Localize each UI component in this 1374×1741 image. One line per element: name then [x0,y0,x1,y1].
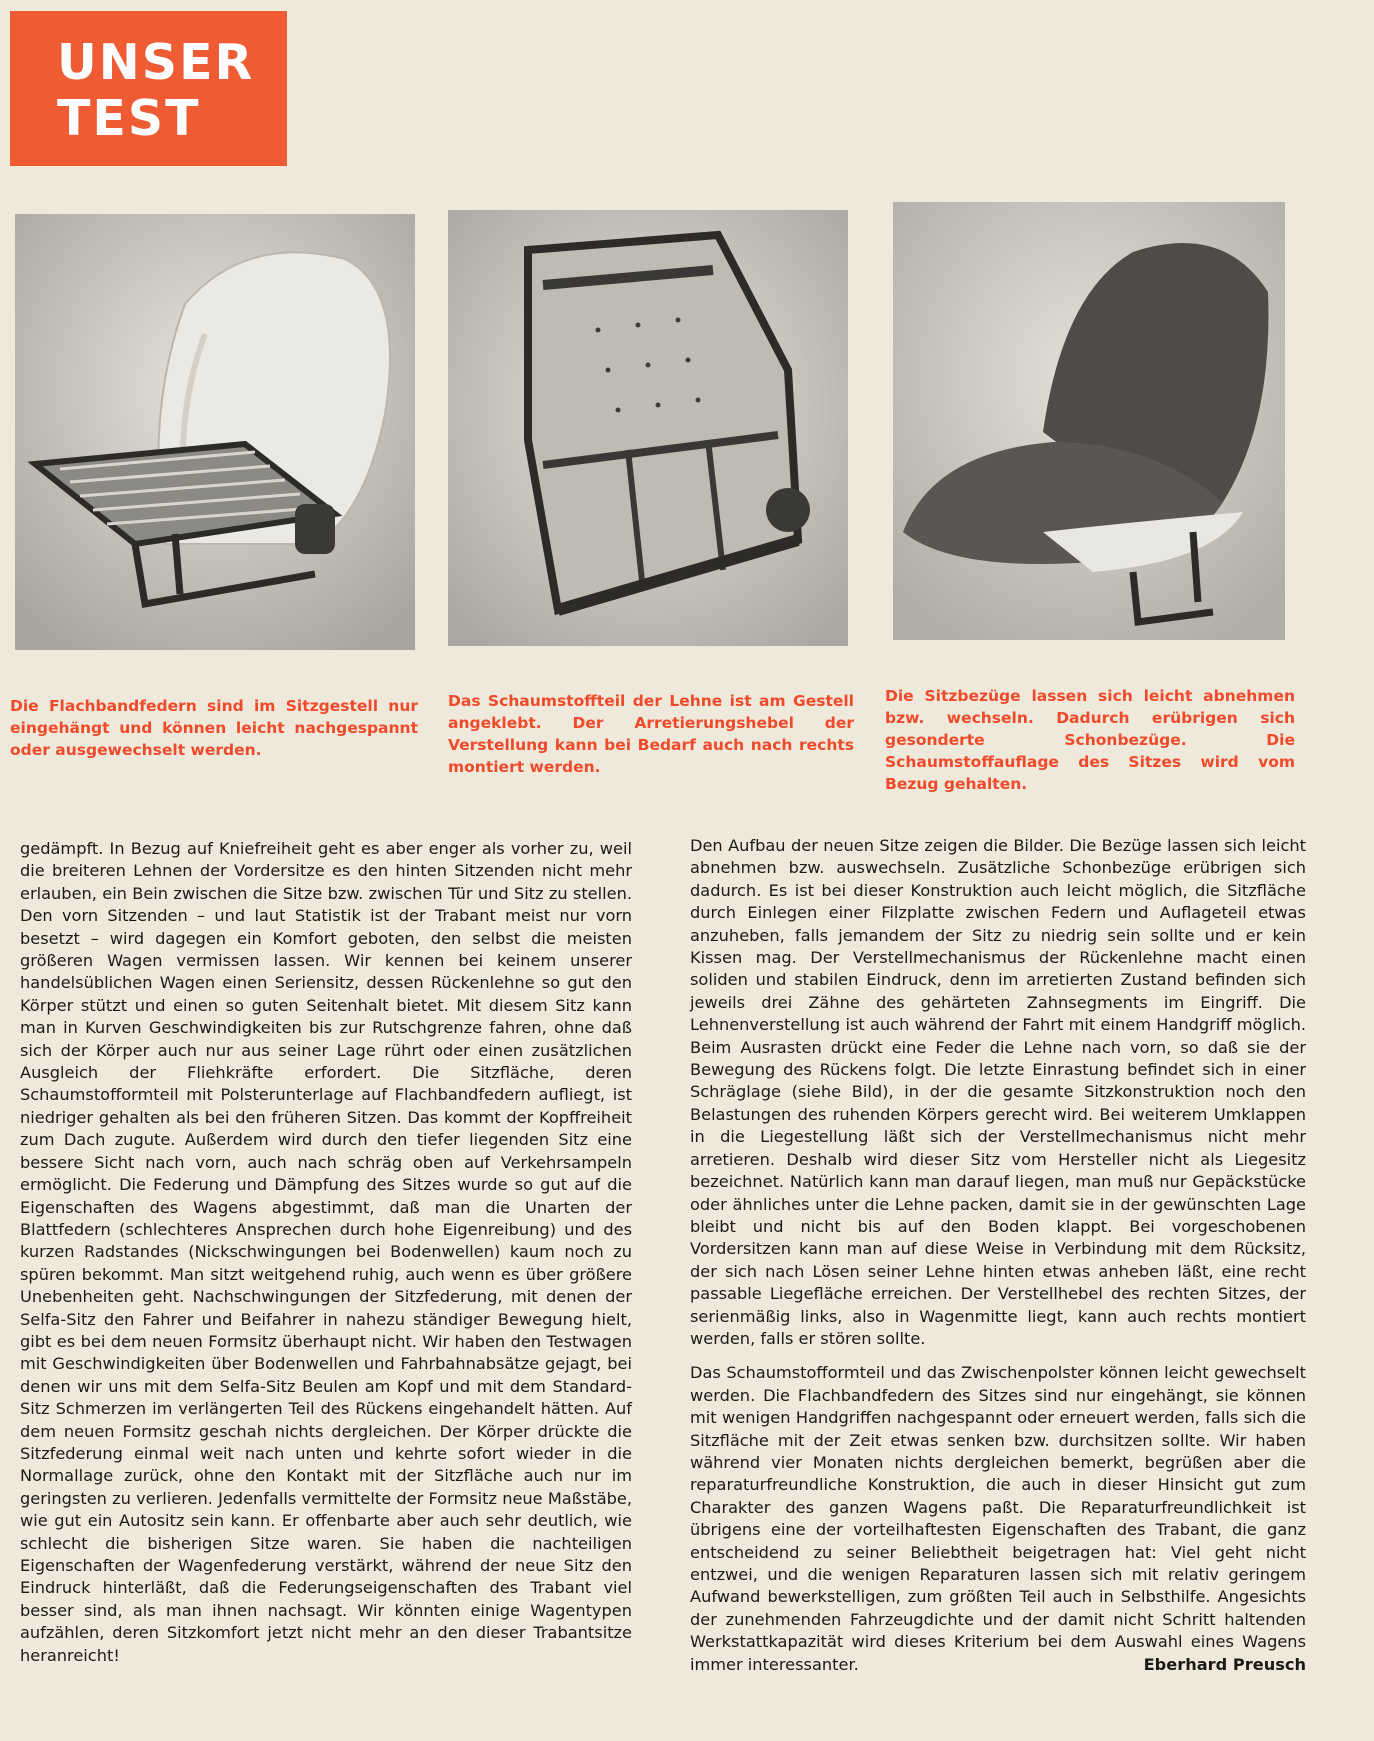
article-paragraph: Den Aufbau der neuen Sitze zeigen die Bilder. Die Bezüge lassen sich leicht abnehmen bzw. auswechseln. Zusätzliche Schonbezüge erübrigen sich dadurch. Es ist bei dieser Konstruktion auch leicht möglich, die Sitzfläche durch Einlegen einer Filzplatte zwischen Federn und Auflageteil etwas anzuheben, falls jemandem der Sitz zu niedrig sein sollte und er kein Kissen mag. Der Verstellmechanismus der Rückenlehne macht einen soliden und stabilen Eindruck, denn im arretierten Zustand befinden sich jeweils drei Zähne des gehärteten Zahnsegments im Eingriff. Die Lehnenverstellung ist auch während der Fahrt mit einem Handgriff möglich. Beim Ausrasten drückt eine Feder die Lehne nach vorn, so daß sie der Bewegung des Rückens folgt. Die letzte Einrastung befindet sich in einer Schräglage (siehe Bild), in der die gesamte Sitzkonstruktion noch den Belastungen des ruhenden Körpers gerecht wird. Bei weiterem Umklappen in die Liegestellung läßt sich der Verstellmechanismus nicht mehr arretieren. Deshalb wird dieser Sitz vom Hersteller nicht als Liegesitz bezeichnet. Natürlich kann man darauf liegen, man muß nur Gepäckstücke oder ähnliches unter die Lehne packen, damit sie in der gewünschten Lage bleibt und nicht bis auf den Boden klappt. Bei vorgeschobenen Vordersitzen kann man auf diese Weise in Verbindung mit dem Rücksitz, der sich nach Lösen seiner Lehne hinten etwas anheben läßt, eine recht passable Liegefläche erreichen. Der Verstellhebel des rechten Sitzes, der serienmäßig links, also in Wagenmitte liegt, kann auch rechts montiert werden, falls er stören sollte. [690,836,1306,1348]
article-column-left [20,838,632,1667]
photo-seat-springs [15,214,415,650]
article-paragraph: gedämpft. In Bezug auf Kniefreiheit geht es aber enger als vorher zu, weil die breiteren Lehnen der Vordersitze es den hinten Sitzenden nicht mehr erlauben, ein Bein zwischen die Sitze bzw. zwischen Tür und Sitz zu stellen. Den vorn Sitzenden – und laut Statistik ist der Trabant meist nur vorn besetzt – wird dagegen ein Komfort geboten, den selbst die meisten größeren Wagen vermissen lassen. Wir kennen bei keinem unserer handelsüblichen Wagen einen Seriensitz, dessen Rückenlehne so gut den Körper stützt und einen so guten Seitenhalt bietet. Mit diesem Sitz kann man in Kurven Geschwindigkeiten bis zur Rutschgrenze fahren, ohne daß sich der Körper auch nur aus seiner Lage rührt oder einen zusätzlichen Ausgleich der Fliehkräfte erfordert. Die Sitzfläche, deren Schaumstofformteil mit Polsterunterlage auf Flachbandfedern aufliegt, ist niedriger gehalten als bei den früheren Sitzen. Das kommt der Kopffreiheit zum Dach zugute. Außerdem wird durch den tiefer liegenden Sitz eine bessere Sicht nach vorn, auch nach schräg oben auf Verkehrsampeln ermöglicht. Die Federung und Dämpfung des Sitzes wurde so gut auf die Eigenschaften des Wagens abgestimmt, daß man die Unarten der Blattfedern (schlechteres Ansprechen durch hohe Eigenreibung) und des kurzen Radstandes (Nickschwingungen bei Bodenwellen) kaum noch zu spüren bekommt. Man sitzt weitgehend ruhig, auch wenn es über größere Unebenheiten geht. Nachschwingungen der Sitzfederung, mit denen der Selfa-Sitz den Fahrer und Beifahrer in nahezu ständiger Bewegung hielt, gibt es bei dem neuen Formsitz überhaupt nicht. Wir haben den Testwagen mit Geschwindigkeiten über Bodenwellen und Fahrbahnabsätze gejagt, bei denen wir uns mit dem Selfa-Sitz Beulen am Kopf und mit dem Standard-Sitz Schmerzen im verlängerten Teil des Rückens eingehandelt hätten. Auf dem neuen Formsitz geschah nichts dergleichen. Der Körper drückte die Sitzfederung einmal weit nach unten und kehrte sofort wieder in die Normallage zurück, ohne den Kontakt mit der Sitzfläche auch nur im geringsten zu verlieren. Jedenfalls vermittelte der Formsitz neue Maßstäbe, wie gut ein Autositz sein kann. Er offenbarte aber auch sehr deutlich, wie schlecht die bisherigen Sitze waren. Sie haben die nachteiligen Eigenschaften der Wagenfederung verstärkt, während der neue Sitz den Eindruck hinterläßt, daß die Federungseigenschaften des Trabant viel besser sind, als man ihnen nachsagt. Wir könnten einige Wagentypen aufzählen, deren Sitzkomfort jetzt nicht mehr an den dieser Trabantsitze heranreicht! [20,839,632,1665]
caption-covers: Die Sitzbezüge lassen sich leicht abnehmen bzw. wechseln. Dadurch erübrigen sich gesonderte Schonbezüge. Die Schaumstoffauflage des Sitzes wird vom Bezug gehalten. [885,687,1295,793]
caption-backrest: Das Schaumstoffteil der Lehne ist am Gestell angeklebt. Der Arretierungshebel der Verstellung kann bei Bedarf auch nach rechts montiert werden. [448,692,854,776]
author-name: Eberhard Preusch [1143,1655,1306,1675]
caption-springs: Die Flachbandfedern sind im Sitzgestell nur eingehängt und können leicht nachgespannt oder ausgewechselt werden. [10,697,418,759]
photo-upholstered-seat [893,202,1285,640]
badge-line-1: UNSER [57,34,255,91]
article-column-right [690,835,1306,1676]
badge-line-2: TEST [57,90,201,147]
photo-backrest-frame [448,210,848,646]
article-paragraph: Das Schaumstofformteil und das Zwischenpolster können leicht gewechselt werden. Die Flachbandfedern des Sitzes sind nur eingehängt, sie können mit wenigen Handgriffen nachgespannt oder erneuert werden, falls sich die Sitzfläche mit der Zeit etwas senken bzw. durchsitzen sollte. Wir haben während vier Monaten nichts dergleichen bemerkt, begrüßen aber die reparaturfreundliche Konstruktion, die auch in dieser Hinsicht gut zum Charakter des ganzen Wagens paßt. Die Reparaturfreundlichkeit ist übrigens eine der vorteilhaftesten Eigenschaften des Trabant, die ganz entscheidend zu seiner Beliebtheit beigetragen hat: Viel geht nicht entzwei, und die wenigen Reparaturen lassen sich mit relativ geringem Aufwand bewerkstelligen, zum größten Teil auch in Selbsthilfe. Angesichts der zunehmenden Fahrzeugdichte und der damit nicht Schritt haltenden Werkstattkapazität wird dieses Kriterium bei dem Auswahl eines Wagens immer interessanter. [690,1363,1306,1674]
section-badge [10,11,287,166]
